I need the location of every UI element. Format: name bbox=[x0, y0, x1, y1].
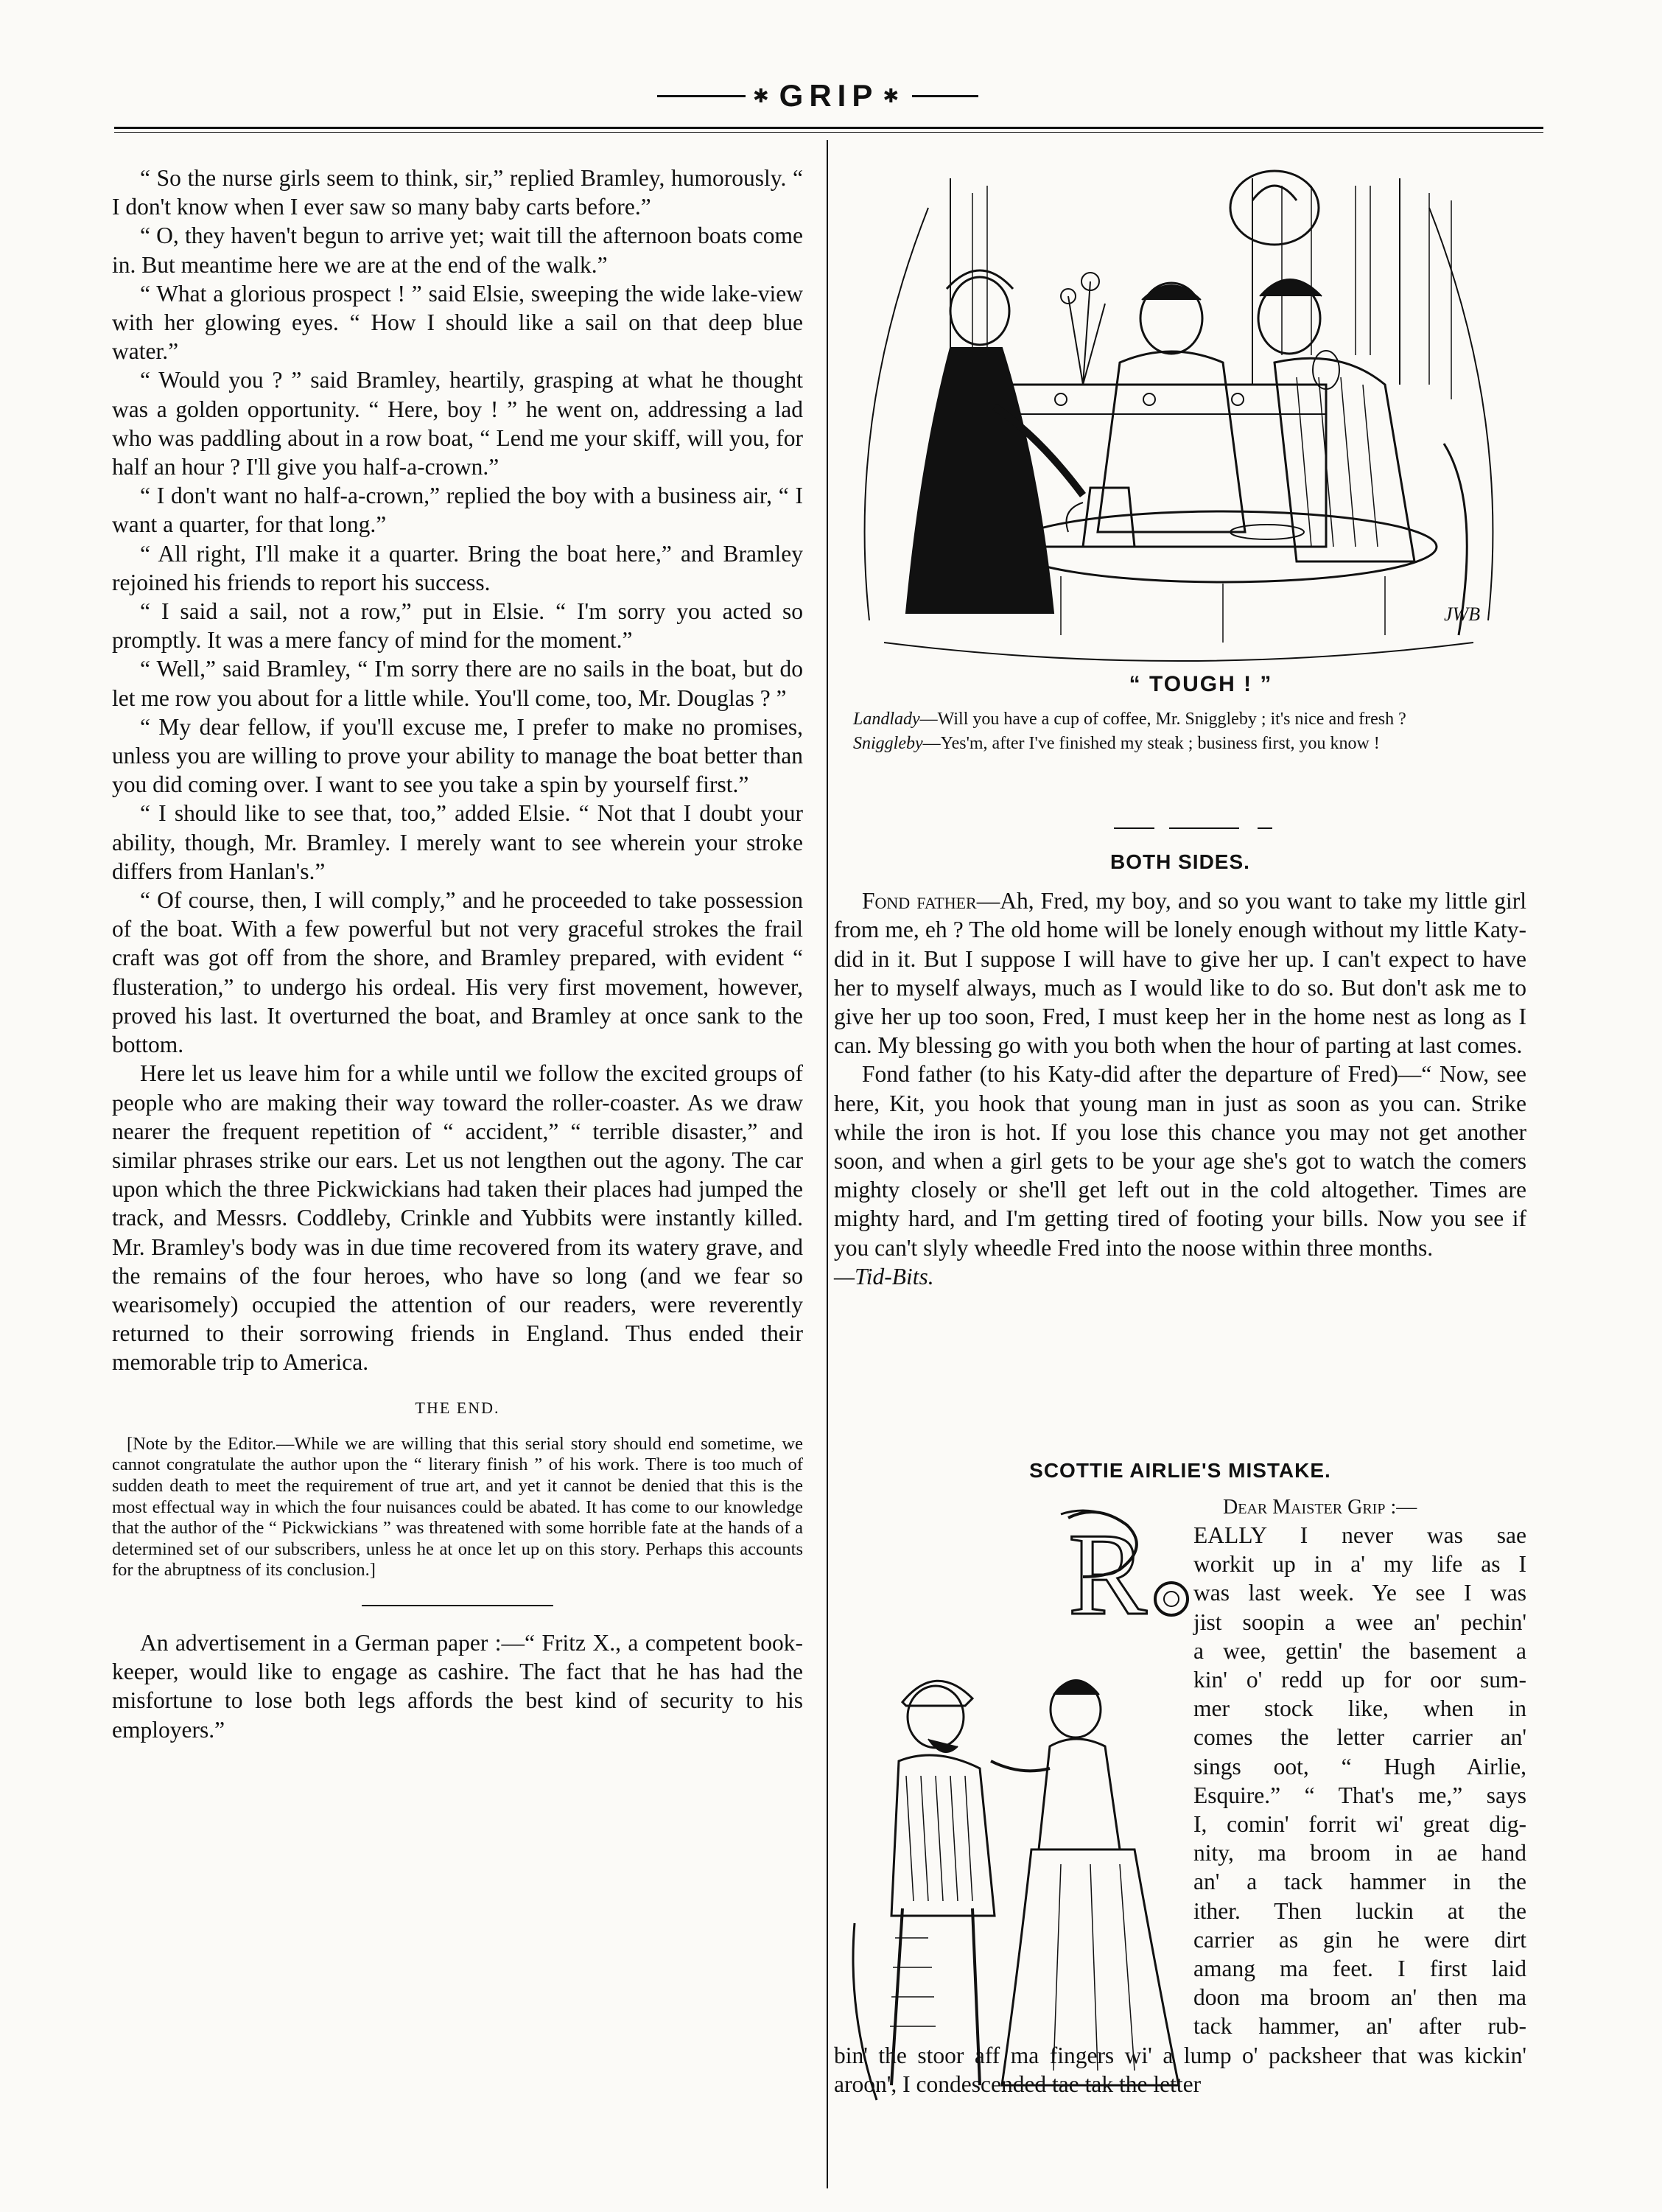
masthead-star-left: ✱ bbox=[752, 84, 775, 107]
story-paragraph: “ I don't want no half-a-crown,” replied the boy with a business air, “ I want a quarter, for that long.” bbox=[112, 483, 803, 538]
scottie-line: nity, ma broom in ae hand bbox=[1193, 1840, 1526, 1866]
scottie-line: jist soopin a wee an' pechin' bbox=[1193, 1609, 1526, 1635]
scottie-heading: SCOTTIE AIRLIE'S MISTAKE. bbox=[1029, 1459, 1331, 1482]
scottie-continuation bbox=[834, 2041, 1526, 2099]
landlady-line: —Will you have a cup of coffee, Mr. Sniggleby ; it's nice and fresh ? bbox=[919, 710, 1406, 729]
scottie-line: ither. Then luckin at the bbox=[1193, 1897, 1526, 1924]
scottie-line: mer stock like, when in bbox=[1193, 1695, 1526, 1722]
scottie-line: EALLY I never was sae bbox=[1193, 1522, 1526, 1548]
scottie-line: sings oot, “ Hugh Airlie, bbox=[1193, 1753, 1526, 1779]
scottie-line: carrier as gin he were dirt bbox=[1193, 1926, 1526, 1953]
scottie-line: was last week. Ye see I was bbox=[1193, 1580, 1526, 1606]
scottie-line: doon ma broom an' then ma bbox=[1193, 1984, 1526, 2011]
the-end-label: THE END. bbox=[415, 1398, 500, 1417]
column-divider bbox=[827, 140, 828, 2188]
story-paragraph: “ I said a sail, not a row,” put in Elsie. “ I'm sorry you acted so promptly. It was a mere fancy of mind for the moment.” bbox=[112, 598, 803, 654]
story-paragraph: “ I should like to see that, too,” added Elsie. “ Not that I doubt your ability, though, Mr. Bramley. I merely want to see wherein your stroke differs from Hanlan's.” bbox=[112, 800, 803, 884]
story-paragraph: Here let us leave him for a while until we follow the excited groups of people who are making their way toward the roller-coaster. As we draw nearer the frequent repetition of “ accident,” “ terrible disaster,” and similar phrases strike our ears. Let us not lengthen out the agony. The car upon which the three Pickwickians had taken their places had jumped the track, and Messrs. Coddleby, Crinkle and Yubbits were instantly killed. Mr. Bramley's body was in due time recovered from its watery grave, and the remains of the four heroes, who have so long (and we fear so wearisomely) occupied the attention of our readers, were reverently returned to their sorrowing friends in England. Thus ended their memorable trip to America. bbox=[112, 1060, 803, 1376]
tough-cartoon-title: “ TOUGH ! ” bbox=[1129, 672, 1273, 696]
scottie-body-lines bbox=[1193, 1521, 1526, 2041]
source-credit: —Tid-Bits. bbox=[834, 1263, 934, 1289]
scottie-line: an' a tack hammer in the bbox=[1193, 1869, 1526, 1895]
left-column bbox=[112, 164, 803, 1744]
both-sides-heading: BOTH SIDES. bbox=[1110, 850, 1250, 873]
ornamental-dropcap bbox=[1053, 1503, 1193, 1636]
advertisement-paragraph: An advertisement in a German paper :—“ Fritz X., a competent book-keeper, would like to engage as cashire. The fact that he has had the misfortune to lose both legs affords the best kind of security to his employers.” bbox=[112, 1629, 803, 1743]
scottie-line: a wee, gettin' the basement a bbox=[1193, 1637, 1526, 1664]
scottie-line: amang ma feet. I first laid bbox=[1193, 1956, 1526, 1982]
both-sides-section bbox=[834, 847, 1526, 1291]
story-paragraph: “ O, they haven't begun to arrive yet; wait till the afternoon boats come in. But meantime here we are at the end of the walk.” bbox=[112, 223, 803, 278]
scottie-line: kin' o' redd up for oor sum- bbox=[1193, 1667, 1526, 1693]
sniggleby-line: —Yes'm, after I've finished my steak ; business first, you know ! bbox=[922, 734, 1380, 753]
landlady-speaker: Landlady bbox=[853, 710, 920, 729]
tough-cartoon-caption bbox=[834, 707, 1526, 756]
fond-father-label: Fond father bbox=[862, 888, 977, 914]
scottie-line: tack hammer, an' after rub- bbox=[1193, 2013, 1526, 2040]
story-paragraph: “ All right, I'll make it a quarter. Bring the boat here,” and Bramley rejoined his friends to report his success. bbox=[112, 540, 803, 595]
story-paragraph: “ My dear fellow, if you'll excuse me, I prefer to make no promises, unless you are willing to prove your ability to manage the boat better than you did coming over. I want to see you take a spin by yourself first.” bbox=[112, 713, 803, 798]
story-paragraph: “ Well,” said Bramley, “ I'm sorry there are no sails in the boat, but do let me row you about for a little while. You'll come, too, Mr. Douglas ? ” bbox=[112, 656, 803, 711]
scottie-illustration bbox=[840, 1628, 1193, 2107]
masthead-title: GRIP bbox=[779, 78, 879, 113]
masthead-rule-right bbox=[912, 95, 978, 97]
dropcap-letter: R bbox=[1068, 1508, 1147, 1636]
both-sides-paragraph: Fond father (to his Katy-did after the departure of Fred)—“ Now, see here, Kit, you hook that young man in just as soon as you can. Strike while the iron is hot. If you lose this chance you may not get another soon, and when a girl gets to be your age she's got to watch the comers mighty closely or she'll get left out in the cold altogether. Times are mighty hard, and I'm getting tired of footing your bills. Now you see if you can't slyly wheedle Fred into the noose within three months. bbox=[834, 1061, 1526, 1261]
editor-note: [Note by the Editor.—While we are willing that this serial story should end sometime, we cannot congratulate the author upon the “ literary finish ” of his work. There is too much of sudden death to meet the requirement of true art, and yet it cannot be denied that this is the most effectual way in which the four nuisances could be abated. It has come to our knowledge that the author of the “ Pickwickians ” was threatened with some horrible fate at the hands of a determined set of our subscribers, unless he at once let up on this story. Perhaps this accounts for the abruptness of its conclusion.] bbox=[112, 1433, 803, 1581]
both-sides-paragraph: —Ah, Fred, my boy, and so you want to take my little girl from me, eh ? The old home will be lonely enough without my little Katy-did in it. But I suppose I will have to give her up. I can't expect to have her to myself always, much as I would like to do so. But don't ask me to give her up too soon, Fred, I must keep her in the home nest as long as I can. My blessing go with you both when the hour of parting at last comes. bbox=[834, 888, 1526, 1059]
scottie-line: workit up in a' my life as I bbox=[1193, 1551, 1526, 1578]
artist-signature: JWB bbox=[1444, 603, 1481, 625]
masthead bbox=[619, 74, 1017, 118]
story-paragraph: “ What a glorious prospect ! ” said Elsie, sweeping the wide lake-view with her glowing eyes. “ How I should like a sail on that deep blue water.” bbox=[112, 280, 803, 365]
scottie-line: Esquire.” “ That's me,” says bbox=[1193, 1782, 1526, 1808]
section-divider bbox=[362, 1605, 553, 1606]
scottie-line: I, comin' forrit wi' great dig- bbox=[1193, 1811, 1526, 1838]
scottie-line: comes the letter carrier an' bbox=[1193, 1724, 1526, 1751]
masthead-rule-left bbox=[657, 95, 746, 97]
story-paragraph: “ Would you ? ” said Bramley, heartily, grasping at what he thought was a golden opportunity. “ Here, boy ! ” he went on, addressing a lad who was paddling about in a row boat, “ Lend me your skiff, will you, for half an hour ? I'll give you half-a-crown.” bbox=[112, 367, 803, 480]
story-paragraph: “ So the nurse girls seem to think, sir,” replied Bramley, humorously. “ I don't know when I ever saw so many baby carts before.” bbox=[112, 165, 803, 220]
scottie-tail: bin' the stoor aff ma fingers wi' a lump o' packsheer that was kickin' aroon', I condescended tae tak the letter bbox=[834, 2043, 1526, 2098]
tough-cartoon-illustration bbox=[840, 164, 1518, 665]
masthead-star-right: ✱ bbox=[883, 84, 905, 107]
salutation: Dear Maister Grip :— bbox=[1223, 1496, 1417, 1519]
story-paragraph: “ Of course, then, I will comply,” and he proceeded to take possession of the boat. With a few powerful but not very graceful strokes the frail craft was got off from the shore, and Bramley prepared, with evident “ flusteration,” to undergo his ordeal. His very first movement, however, proved his last. It overturned the boat, and Bramley at once sank to the bottom. bbox=[112, 887, 803, 1058]
sniggleby-speaker: Sniggleby bbox=[853, 734, 923, 753]
header-rule bbox=[114, 127, 1543, 133]
